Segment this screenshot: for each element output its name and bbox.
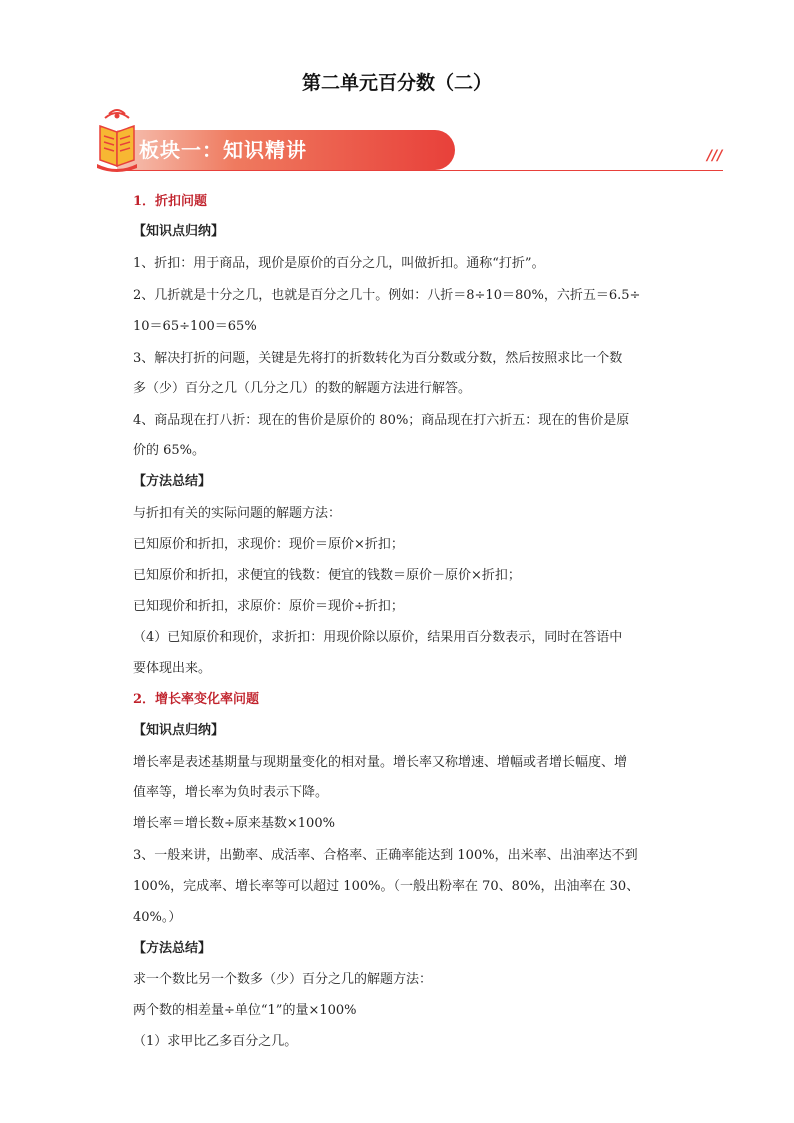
text-line: 4、商品现在打八折：现在的售价是原价的 80%；商品现在打六折五：现在的售价是原 xyxy=(133,413,630,428)
text-line: 已知原价和折扣，求现价：现价＝原价×折扣； xyxy=(133,537,404,552)
section-heading: 1．折扣问题 xyxy=(133,194,208,209)
page-title: 第二单元百分数（二） xyxy=(301,72,492,94)
text-line: 100%，完成率、增长率等可以超过 100%。（一般出粉率在 70、80%，出油率在 30、 xyxy=(133,879,640,894)
text-line: 增长率＝增长数÷原来基数×100% xyxy=(133,816,335,831)
text-line: 3、解决打折的问题，关键是先将打的折数转化为百分数或分数，然后按照求比一个数 xyxy=(133,351,623,366)
text-line: 40%。） xyxy=(133,910,182,925)
banner-divider xyxy=(117,170,723,171)
banner-label: 板块一：知识精讲 xyxy=(139,138,307,162)
section-banner xyxy=(95,108,725,174)
text-line: 已知原价和折扣，求便宜的钱数：便宜的钱数＝原价－原价×折扣； xyxy=(133,568,521,583)
text-line: 值率等，增长率为负时表示下降。 xyxy=(133,785,329,800)
text-line: 已知现价和折扣，求原价：原价＝现价÷折扣； xyxy=(133,599,404,614)
text-line: 3、一般来讲，出勤率、成活率、合格率、正确率能达到 100%，出米率、出油率达不到 xyxy=(133,848,638,863)
text-line: 增长率是表述基期量与现期量变化的相对量。增长率又称增速、增幅或者增长幅度、增 xyxy=(133,755,628,770)
text-line: 两个数的相差量÷单位“1”的量×100% xyxy=(133,1003,357,1018)
text-line: （4）已知原价和现价，求折扣：用现价除以原价，结果用百分数表示，同时在答语中 xyxy=(133,630,623,645)
subheading-method: 【方法总结】 xyxy=(133,941,212,956)
text-line: 10＝65÷100＝65% xyxy=(133,319,257,334)
banner-slashes: /// xyxy=(707,148,723,164)
subheading-knowledge: 【知识点归纳】 xyxy=(133,723,225,738)
subheading-knowledge: 【知识点归纳】 xyxy=(133,224,225,239)
text-line: 2、几折就是十分之几，也就是百分之几十。例如：八折＝8÷10＝80%，六折五＝6.5÷ xyxy=(133,288,641,303)
subheading-method: 【方法总结】 xyxy=(133,474,212,489)
text-line: 要体现出来。 xyxy=(133,661,212,676)
text-line: 多（少）百分之几（几分之几）的数的解题方法进行解答。 xyxy=(133,381,472,396)
section-heading: 2．增长率变化率问题 xyxy=(133,692,260,707)
text-line: （1）求甲比乙多百分之几。 xyxy=(133,1034,298,1049)
text-line: 求一个数比另一个数多（少）百分之几的解题方法： xyxy=(133,972,433,987)
text-line: 价的 65%。 xyxy=(133,443,206,458)
text-line: 与折扣有关的实际问题的解题方法： xyxy=(133,506,342,521)
text-line: 1、折扣：用于商品，现价是原价的百分之几，叫做折扣。通称“打折”。 xyxy=(133,256,545,271)
